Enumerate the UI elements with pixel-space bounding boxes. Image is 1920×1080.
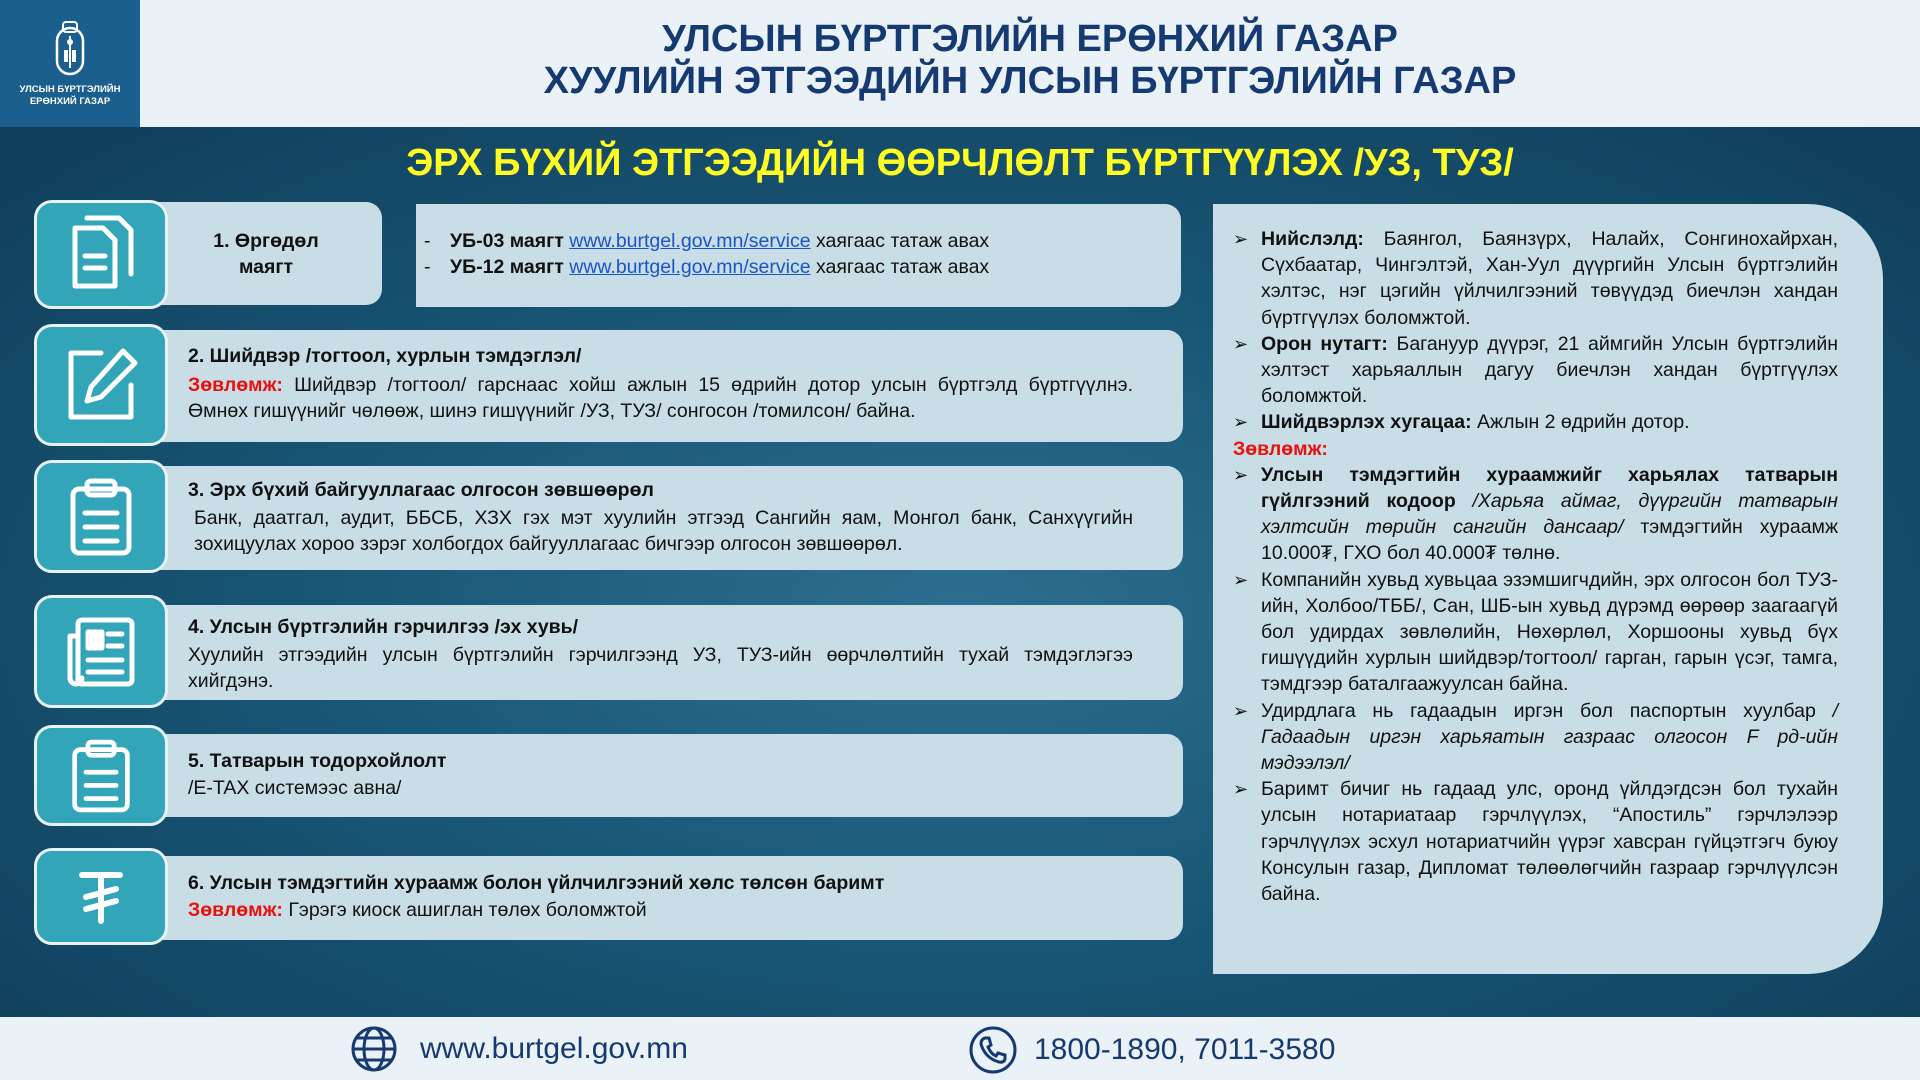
certificate-icon	[66, 616, 136, 688]
advice-label: Зөвлөмж:	[188, 899, 283, 921]
panel-item-duration: ➢ Шийдвэрлэх хугацаа: Ажлын 2 өдрийн дотор.	[1233, 409, 1838, 435]
step4-icon-box	[34, 595, 168, 708]
panel-advice-foreigner: ➢ Удирдлага нь гадаадын иргэн бол паспортын хуулбар /Гадаадын иргэн харьяатын газраас олгосон F рд-ийн мэдээлэл/	[1233, 699, 1838, 775]
step2-text: Зөвлөмж: Шийдвэр /тогтоол/ гарснаас хойш ажлын 15 өдрийн дотор улсын бүртгэлд бүртгүүлнэ. Өмнөх гишүүнийг чөлөөж, шинэ гишүүнийг /УЗ, ТУЗ/ сонгосон /томилсон/ байна.	[188, 374, 1133, 422]
step1-title-card	[150, 202, 382, 305]
panel-advice-fee: ➢ Улсын тэмдэгтийн хураамжийг харьялах татварын гүйлгээний кодоор /Харьяа аймаг, дүүргийн татварын хэлтсийн төрийн сангийн дансаар/ тэмдэгтийн хураамж 10.000₮, ГХО бол 40.000₮ төлнө.	[1233, 463, 1838, 565]
step3-text: Банк, даатгал, аудит, ББСБ, ХЗХ гэх мэт хуулийн этгээд Сангийн яам, Монгол банк, Санхүүгийн зохицуулах хороо зэрэг холбогдох байгууллагаас бичгээр олгосон зөвшөөрөл.	[194, 507, 1133, 555]
arrow-bullet-icon: ➢	[1233, 333, 1249, 354]
logo-text-line2: ЕРӨНХИЙ ГАЗАР	[29, 96, 111, 107]
step1-title-line2: маягт	[238, 255, 294, 278]
clipboard-icon	[69, 738, 133, 814]
step4-text: Хуулийн этгээдийн улсын бүртгэлийн гэрчилгээнд УЗ, ТУЗ-ийн өөрчлөлтийн тухай тэмдэглэгээ хийгдэнэ.	[188, 644, 1133, 692]
form-row: - УБ-03 маягт www.burtgel.gov.mn/service хаягаас татаж авах	[424, 230, 990, 252]
step5-card	[150, 734, 1183, 817]
page-title	[140, 18, 1920, 102]
info-panel	[1213, 204, 1883, 974]
page-subtitle: ЭРХ БҮХИЙ ЭТГЭЭДИЙН ӨӨРЧЛӨЛТ БҮРТГҮҮЛЭХ /УЗ, ТУЗ/	[406, 142, 1514, 184]
form-link[interactable]: www.burtgel.gov.mn/service	[569, 256, 811, 278]
phone-text[interactable]: 1800-1890, 7011-3580	[1034, 1033, 1336, 1066]
arrow-bullet-icon: ➢	[1233, 412, 1249, 433]
form-name: УБ-12 маягт	[450, 256, 564, 278]
advice-label: Зөвлөмж:	[188, 374, 283, 396]
form-name: УБ-03 маягт	[450, 230, 564, 252]
step4-card	[150, 605, 1183, 700]
step5-text: /E-TAX системээс авна/	[188, 777, 402, 799]
step1-icon-box	[34, 200, 168, 309]
form-link[interactable]: www.burtgel.gov.mn/service	[569, 230, 811, 252]
step2-icon-box	[34, 324, 168, 446]
step6-icon-box	[34, 848, 168, 945]
title-line1: УЛСЫН БҮРТГЭЛИЙН ЕРӨНХИЙ ГАЗАР	[662, 18, 1398, 60]
arrow-bullet-icon: ➢	[1233, 779, 1249, 800]
clipboard-icon	[67, 477, 135, 557]
step1-title-line1: 1. Өргөдөл	[213, 229, 319, 252]
step3-title: 3. Эрх бүхий байгууллагаас олгосон зөвшөөрөл	[188, 479, 654, 501]
arrow-bullet-icon: ➢	[1233, 229, 1249, 249]
title-line2: ХУУЛИЙН ЭТГЭЭДИЙН УЛСЫН БҮРТГЭЛИЙН ГАЗАР	[543, 60, 1517, 102]
logo	[0, 0, 140, 127]
step3-card	[150, 466, 1183, 570]
step5-title: 5. Татварын тодорхойлолт	[188, 750, 447, 772]
arrow-bullet-icon: ➢	[1233, 700, 1249, 721]
website-text[interactable]: www.burtgel.gov.mn	[420, 1032, 688, 1065]
step6-card	[150, 856, 1183, 940]
edit-icon	[61, 345, 141, 425]
globe-icon	[350, 1025, 398, 1073]
step6-title: 6. Улсын тэмдэгтийн хураамж болон үйлчилгээний хөлс төлсөн баримт	[188, 872, 885, 894]
footer-phone[interactable]	[968, 1025, 1335, 1075]
step1-forms-card	[416, 204, 1181, 307]
step2-title: 2. Шийдвэр /тогтоол, хурлын тэмдэглэл/	[188, 345, 582, 367]
step4-title: 4. Улсын бүртгэлийн гэрчилгээ /эх хувь/	[188, 616, 579, 638]
documents-icon	[63, 214, 139, 296]
phone-icon	[968, 1025, 1018, 1075]
emblem-icon	[54, 18, 86, 78]
step2-card	[150, 330, 1183, 442]
panel-item-capital: ➢ Нийслэлд: Баянгол, Баянзүрх, Налайх, Сонгинохайрхан, Сүхбаатар, Чингэлтэй, Хан-Уул дүүргийн Улсын бүртгэлийн хэлтэс, нэг цэгийн үйлчилгээний төвүүдэд биечлэн хандан бүртгүүлэх боломжтой.	[1233, 228, 1838, 329]
form-row: - УБ-12 маягт www.burtgel.gov.mn/service хаягаас татаж авах	[424, 256, 990, 278]
arrow-bullet-icon: ➢	[1233, 569, 1249, 590]
arrow-bullet-icon: ➢	[1233, 464, 1249, 485]
step6-text: Зөвлөмж: Гэрэгэ киоск ашиглан төлөх боломжтой	[188, 899, 647, 921]
panel-item-countryside: ➢ Орон нутагт: Багануур дүүрэг, 21 аймгийн Улсын бүртгэлийн хэлтэст харьяаллын дагуу биечлэн хандан бүртгүүлэх боломжтой.	[1233, 332, 1839, 408]
step3-icon-box	[34, 460, 168, 573]
footer-website[interactable]	[350, 1025, 688, 1073]
footer	[0, 1017, 1920, 1080]
tugrik-currency-icon	[76, 869, 126, 925]
panel-advice-decision: ➢ Компанийн хувьд хувьцаа эзэмшигчдийн, эрх олгосон бол ТУЗ-ийн, Холбоо/ТББ/, Сан, ШБ-ын хувьд дүрэмд өөрөөр заагаагүй бол удирдах зөвлөлийн, Нөхөрлөл, Хоршооны хувьд бүх гишүүдийн хурлын шийдвэр/тогтоол/ гарган, гарын үсэг, тамга, тэмдгээр баталгаажуулсан байна.	[1233, 568, 1838, 696]
panel-advice-label: Зөвлөмж:	[1233, 437, 1328, 460]
header	[0, 0, 1920, 127]
panel-advice-documents: ➢ Баримт бичиг нь гадаад улс, оронд үйлдэгдсэн бол тухайн улсын нотариатаар гэрчлүүлэх, “Апостиль” гэрчлэлээр гэрчлүүлэх эсхул нотариатчийн үүрэг хавсран гүйцэтгэгч буюу Консулын газар, Дипломат төлөөлөгчийн газраар гэрчлүүлсэн байна.	[1233, 778, 1838, 906]
logo-text-line1: УЛСЫН БҮРТГЭЛИЙН	[19, 84, 121, 95]
step5-icon-box	[34, 725, 168, 826]
